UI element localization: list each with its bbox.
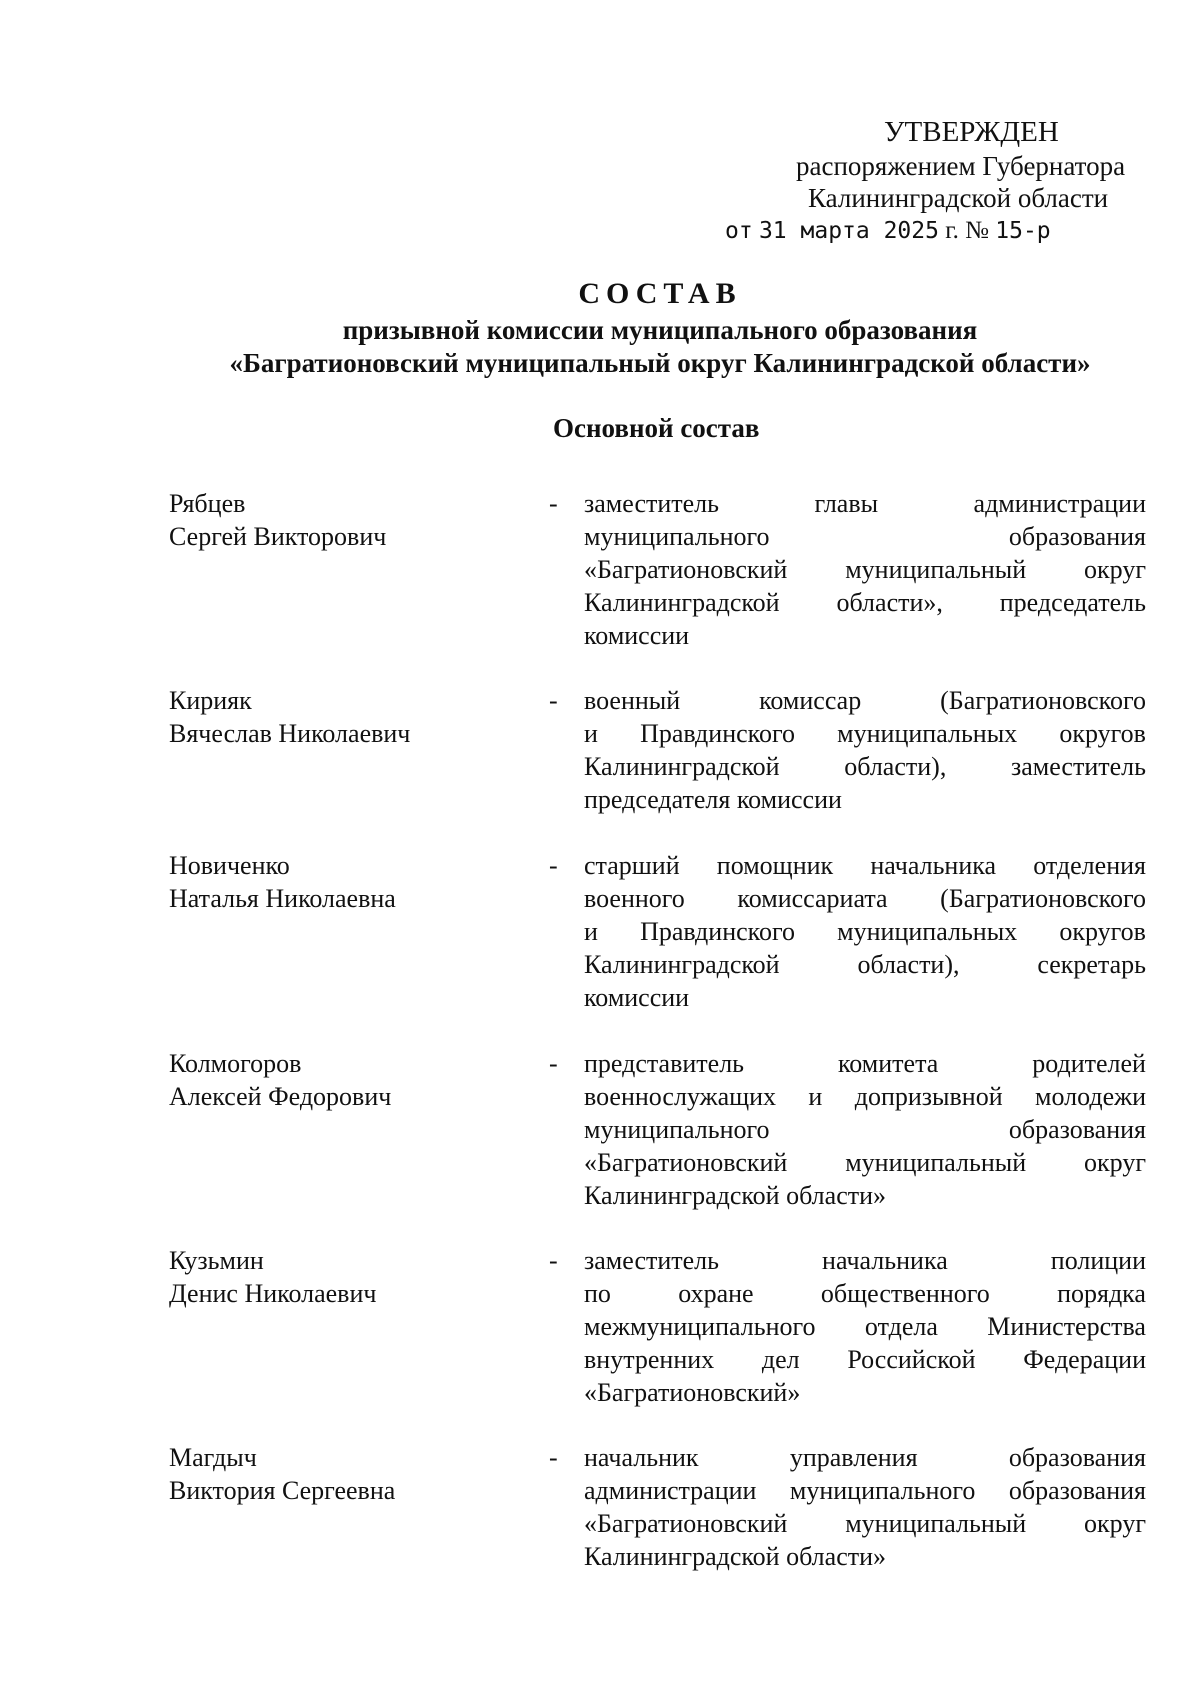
member-role xyxy=(584,849,1146,1014)
member-name xyxy=(169,487,386,553)
member-role-line: Калининградской области» xyxy=(584,1181,887,1210)
member-role xyxy=(584,487,1146,652)
member-role-line: внутренних дел Российской Федерации xyxy=(584,1345,1146,1374)
member-role xyxy=(584,1441,1146,1573)
approval-date-year-suffix: г. xyxy=(945,217,959,244)
member-role-line: «Багратионовский муниципальный округ xyxy=(584,1148,1146,1177)
member-role-line: «Багратионовский» xyxy=(584,1378,801,1407)
member-role-line: Калининградской области), секретарь xyxy=(584,950,1146,979)
approval-date-prefix: от xyxy=(725,218,753,244)
member-name xyxy=(169,1441,395,1507)
member-dash: - xyxy=(549,489,558,518)
member-surname: Рябцев xyxy=(169,489,246,518)
approval-title: УТВЕРЖДЕН xyxy=(884,116,1059,148)
member-role-line: Калининградской области», председатель xyxy=(584,588,1146,617)
member-dash: - xyxy=(549,851,558,880)
member-given-names: Наталья Николаевна xyxy=(169,884,396,913)
member-surname: Кирияк xyxy=(169,686,252,715)
member-role-line: и Правдинского муниципальных округов xyxy=(584,719,1146,748)
member-given-names: Алексей Федорович xyxy=(169,1082,392,1111)
member-role-line: военный комиссар (Багратионовского xyxy=(584,686,1146,715)
member-name xyxy=(169,1047,391,1113)
member-surname: Магдыч xyxy=(169,1443,257,1472)
member-surname: Колмогоров xyxy=(169,1049,302,1078)
member-role xyxy=(584,1047,1146,1212)
member-role-line: администрации муниципального образования xyxy=(584,1476,1146,1505)
member-role-line: председателя комиссии xyxy=(584,785,842,814)
document-title: СОСТАВ xyxy=(578,277,742,310)
member-role-line: муниципального образования xyxy=(584,1115,1146,1144)
member-role-line: муниципального образования xyxy=(584,522,1146,551)
member-name xyxy=(169,684,410,750)
member-role-line: по охране общественного порядка xyxy=(584,1279,1146,1308)
member-role-line: заместитель начальника полиции xyxy=(584,1246,1146,1275)
member-role-line: Калининградской области), заместитель xyxy=(584,752,1146,781)
section-title: Основной состав xyxy=(553,413,760,443)
member-role-line: межмуниципального отдела Министерства xyxy=(584,1312,1146,1341)
member-role-line: военного комиссариата (Багратионовского xyxy=(584,884,1146,913)
member-role-line: «Багратионовский муниципальный округ xyxy=(584,555,1146,584)
member-surname: Кузьмин xyxy=(169,1246,264,1275)
document-subtitle-line1: призывной комиссии муниципального образования xyxy=(342,315,978,345)
member-role-line: старший помощник начальника отделения xyxy=(584,851,1146,880)
approval-date-value: 31 марта 2025 xyxy=(758,218,939,244)
approval-authority: распоряжением Губернатора xyxy=(796,151,1126,181)
approval-region: Калининградской области xyxy=(808,183,1109,213)
approval-number-sign: № xyxy=(965,217,990,244)
member-role-line: начальник управления образования xyxy=(584,1443,1146,1472)
member-given-names: Денис Николаевич xyxy=(169,1279,377,1308)
member-given-names: Сергей Викторович xyxy=(169,522,387,551)
member-role-line: военнослужащих и допризывной молодежи xyxy=(584,1082,1146,1111)
member-dash: - xyxy=(549,1049,558,1078)
member-given-names: Вячеслав Николаевич xyxy=(169,719,411,748)
member-given-names: Виктория Сергеевна xyxy=(169,1476,396,1505)
approval-date xyxy=(725,215,1051,247)
member-dash: - xyxy=(549,686,558,715)
member-dash: - xyxy=(549,1443,558,1472)
member-name xyxy=(169,1244,376,1310)
member-surname: Новиченко xyxy=(169,851,290,880)
approval-number-value: 15-р xyxy=(995,218,1051,244)
document-subtitle-line2: «Багратионовский муниципальный округ Калининградской области» xyxy=(229,348,1091,378)
member-role xyxy=(584,684,1146,816)
member-role-line: комиссии xyxy=(584,983,690,1012)
member-role-line: и Правдинского муниципальных округов xyxy=(584,917,1146,946)
member-role-line: заместитель главы администрации xyxy=(584,489,1146,518)
member-role-line: «Багратионовский муниципальный округ xyxy=(584,1509,1146,1538)
member-role-line: представитель комитета родителей xyxy=(584,1049,1146,1078)
member-dash: - xyxy=(549,1246,558,1275)
member-name xyxy=(169,849,396,915)
member-role-line: комиссии xyxy=(584,621,690,650)
member-role xyxy=(584,1244,1146,1409)
member-role-line: Калининградской области» xyxy=(584,1542,887,1571)
